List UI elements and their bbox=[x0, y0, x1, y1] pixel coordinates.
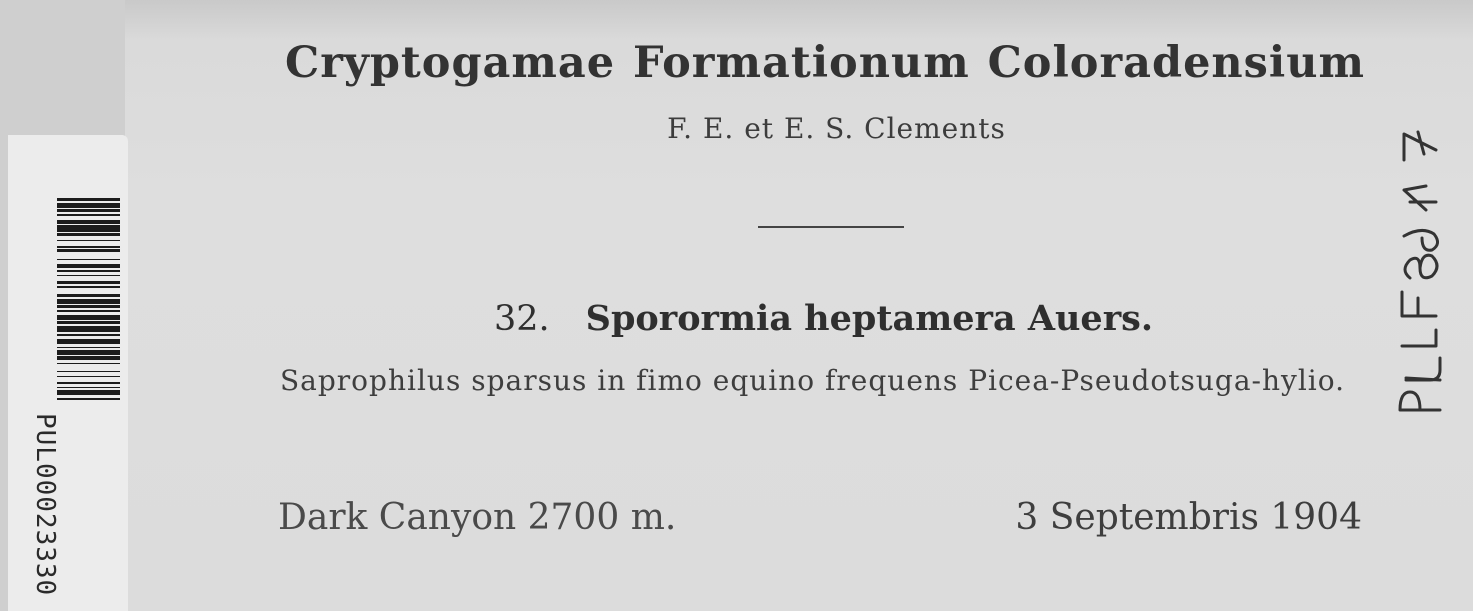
barcode-bar bbox=[57, 390, 120, 395]
barcode-bar bbox=[57, 198, 120, 201]
barcode-bar bbox=[57, 350, 120, 355]
barcode-bar bbox=[57, 339, 120, 344]
barcode-bar bbox=[57, 363, 120, 365]
species-line bbox=[494, 298, 1153, 339]
title-word-2: Formationum bbox=[632, 38, 970, 88]
barcode-bar bbox=[57, 371, 120, 373]
barcode-bar bbox=[57, 270, 120, 272]
barcode-bar bbox=[57, 264, 120, 269]
barcode-bar bbox=[57, 398, 120, 400]
barcode-bar bbox=[57, 259, 120, 261]
barcode-bar bbox=[57, 376, 120, 378]
barcode-bar bbox=[57, 286, 120, 288]
barcode-bar bbox=[57, 321, 120, 324]
species-name: Sporormia heptamera Auers. bbox=[585, 298, 1154, 339]
title-word-3: Coloradensium bbox=[987, 38, 1365, 88]
collection-title bbox=[285, 38, 1365, 88]
barcode-bar bbox=[57, 233, 120, 236]
barcode-bar bbox=[57, 209, 120, 212]
barcode-bar bbox=[57, 294, 120, 297]
collector-names: F. E. et E. S. Clements bbox=[667, 112, 1006, 145]
barcode-bar bbox=[57, 249, 120, 252]
barcode-bar bbox=[57, 246, 120, 248]
barcode-bar bbox=[57, 305, 120, 308]
barcode-bar bbox=[57, 310, 120, 312]
barcode-bar bbox=[57, 214, 120, 216]
barcode-bar bbox=[57, 315, 120, 320]
divider-rule bbox=[758, 226, 904, 228]
barcode-bar bbox=[57, 299, 120, 304]
barcode-bar bbox=[57, 387, 120, 389]
handwritten-accession-number bbox=[1396, 110, 1456, 420]
barcode-bar bbox=[57, 225, 120, 231]
barcode-bar bbox=[57, 281, 120, 284]
barcode-bars bbox=[57, 198, 120, 568]
collection-date: 3 Septembris 1904 bbox=[1015, 497, 1362, 538]
barcode-bar bbox=[57, 240, 120, 242]
barcode-bar bbox=[57, 334, 120, 336]
title-word-1: Cryptogamae bbox=[285, 38, 616, 88]
barcode-bar bbox=[57, 203, 120, 208]
barcode-number: PUL00023330 bbox=[30, 413, 60, 597]
barcode-bar bbox=[57, 326, 120, 332]
barcode-bar bbox=[57, 275, 120, 277]
barcode-bar bbox=[57, 382, 120, 384]
habitat-description: Saprophilus sparsus in fimo equino frequens Picea-Pseudotsuga-hylio. bbox=[280, 364, 1345, 397]
barcode-bar bbox=[57, 220, 120, 223]
barcode-bar bbox=[57, 347, 120, 349]
barcode-bar bbox=[57, 356, 120, 359]
species-number: 32. bbox=[494, 299, 550, 339]
collection-locality: Dark Canyon 2700 m. bbox=[278, 497, 677, 538]
